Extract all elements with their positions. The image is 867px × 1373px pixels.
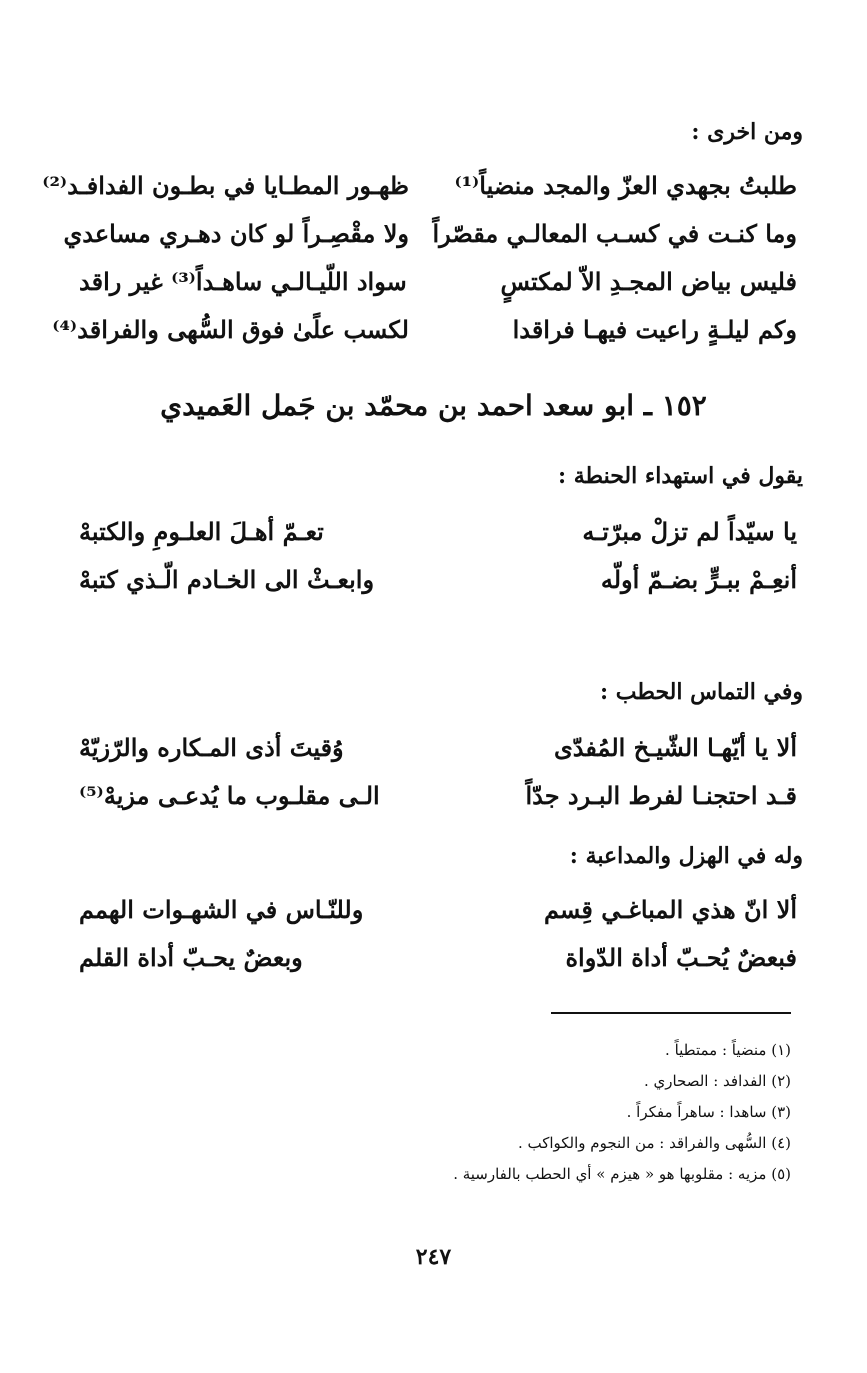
footnote: (١) منضياً : ممتطياً .	[665, 1041, 791, 1059]
first-hemistich: ألا انّ هذي المباغـي قِسم	[544, 895, 797, 924]
second-hemistich: وللنّـاس في الشهـوات الهمم	[79, 895, 364, 924]
verse-line	[0, 262, 867, 308]
first-hemistich: وما كنـت في كسـب المعالـي مقصّراً	[432, 219, 797, 248]
first-hemistich: فبعضٌ يُحـبّ أداة الدّواة	[565, 943, 797, 972]
first-hemistich: يا سيّداً لم تزلْ مبرّتـه	[582, 517, 797, 546]
footnote: (٥) مزيه : مقلوبها هو « هيزم » أي الحطب بالفارسية .	[453, 1165, 791, 1183]
footnotes	[91, 1035, 791, 1190]
poet-heading: ١٥٢ ـ ابو سعد احمد بن محمّد بن جَمل العَميدي	[160, 389, 707, 422]
first-hemistich: ألا يا أيّهـا الشّيـخ المُفدّى	[553, 733, 797, 762]
second-hemistich: ولا مقْصِـراً لو كان دهـري مساعدي	[63, 219, 409, 248]
verse-line	[0, 560, 867, 606]
first-hemistich: أنعِـمْ ببـرٍّ بضـمّ أولّه	[600, 565, 797, 594]
section-intro: وله في الهزل والمداعبة :	[569, 843, 803, 869]
verse-line	[0, 890, 867, 936]
second-hemistich: وبعضٌ يحـبّ أداة القلم	[79, 943, 303, 972]
verse-line	[0, 938, 867, 984]
verse-line	[0, 776, 867, 822]
section-intro: يقول في استهداء الحنطة :	[557, 463, 803, 489]
first-hemistich: وكم ليلـةٍ راعيت فيهـا فراقدا	[512, 315, 797, 344]
footnote: (٢) الفدافد : الصحاري .	[643, 1072, 791, 1090]
first-hemistich: طلبتُ بجهدي العزّ والمجد منضياً⁽¹⁾	[454, 171, 797, 200]
footnote: (٣) ساهدا : ساهراً مفكراً .	[626, 1103, 791, 1121]
first-hemistich: قـد احتجنـا لفرط البـرد جدّاً	[525, 781, 797, 810]
verse-line	[0, 214, 867, 260]
verse-line	[0, 166, 867, 212]
footnote-divider	[551, 1012, 791, 1014]
section-intro: وفي التماس الحطب :	[600, 679, 803, 705]
verse-line	[0, 310, 867, 356]
first-hemistich: فليس بياض المجـدِ الاّ لمكتسٍ	[500, 267, 797, 296]
second-hemistich: وُقيتَ أذى المـكاره والرّزيّهْ	[79, 733, 344, 762]
verse-line	[0, 512, 867, 558]
second-hemistich: الـى مقلـوب ما يُدعـى مزيهْ⁽⁵⁾	[79, 781, 380, 810]
second-hemistich: لكسب علًىٰ فوق السُّهى والفراقد⁽⁴⁾	[52, 315, 409, 344]
page-number: ٢٤٧	[415, 1244, 452, 1270]
second-hemistich: تعـمّ أهـلَ العلـومِ والكتبهْ	[79, 517, 324, 546]
verse-line	[0, 728, 867, 774]
second-hemistich: ظهـور المطـايا في بطـون الفدافـد⁽²⁾	[42, 171, 409, 200]
second-hemistich: وابعـثْ الى الخـادم الّـذي كتبهْ	[79, 565, 375, 594]
second-hemistich: سواد اللّيـالـي ساهـداً⁽³⁾ غير راقد	[79, 267, 407, 296]
footnote: (٤) السُّهى والفراقد : من النجوم والكواكب .	[517, 1134, 791, 1152]
section-intro: ومن اخرى :	[691, 119, 803, 145]
